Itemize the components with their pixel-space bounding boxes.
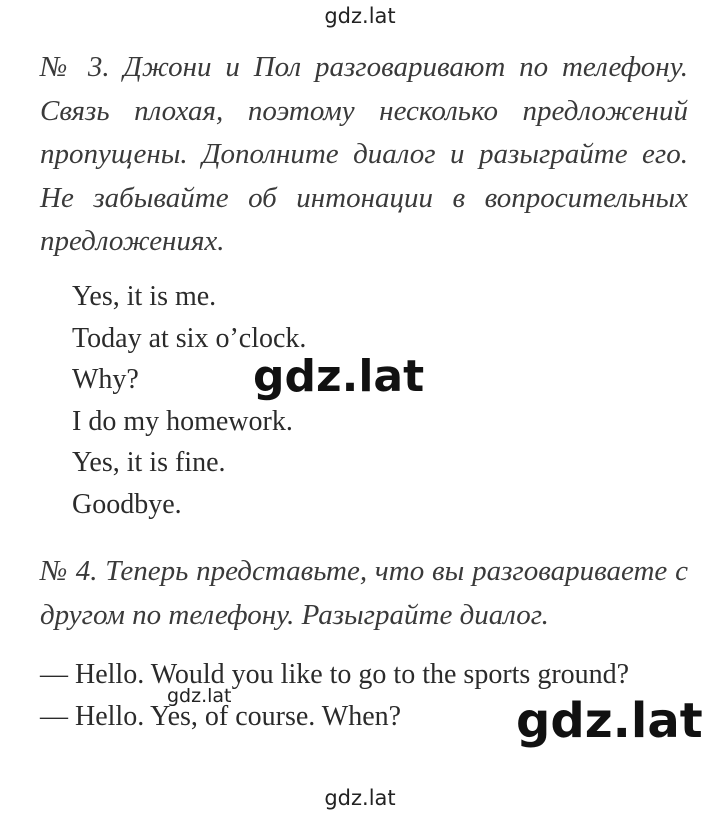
task-3-instructions: № 3. Джони и Пол разговаривают по телефону. Связь плохая, поэтому несколько предложений пропущены. Дополните диалог и разыграйте его. Не забывайте об интонации в вопросительных предложениях. (40, 51, 688, 257)
answer-line-3: Why? (72, 364, 139, 396)
answer-line-4: I do my homework. (72, 405, 293, 437)
watermark-bottom: gdz.lat (324, 786, 396, 810)
watermark-right: gdz.lat (516, 693, 703, 749)
watermark-middle: gdz.lat (253, 351, 425, 402)
answer-line-5: Yes, it is fine. (72, 447, 226, 479)
answer-line-1: Yes, it is me. (72, 281, 217, 312)
answer-line-6: Goodbye. (72, 488, 182, 520)
answer-line-2: Today at six o’clock. (72, 322, 307, 354)
task-4-instructions: № 4. Теперь представьте, что вы разговариваете с другом по телефону. Разыграйте диалог. (40, 555, 688, 631)
dialog-line-1: — Hello. Would you like to go to the sports ground? (40, 659, 630, 690)
watermark-top: gdz.lat (324, 4, 396, 28)
dialog-line-2: — Hello. Yes, of course. When? (40, 701, 402, 732)
watermark-small: gdz.lat (167, 685, 232, 707)
